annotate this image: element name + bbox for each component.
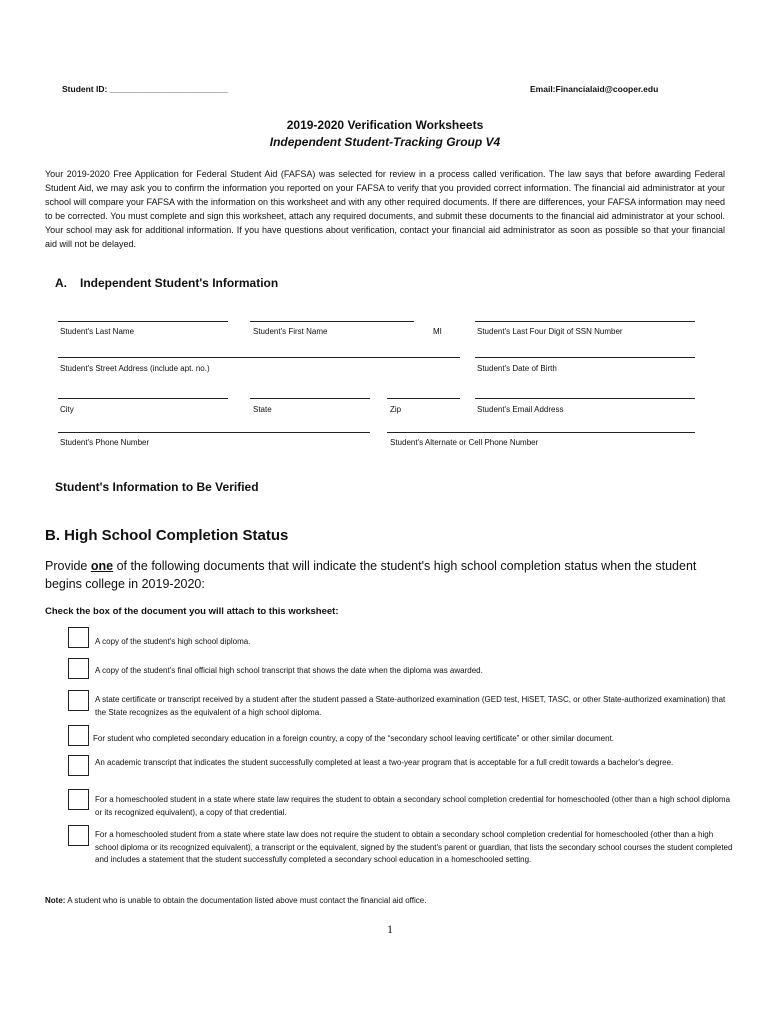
verified-heading: Student's Information to Be Verified [55,480,259,494]
option-6-checkbox[interactable] [68,789,89,810]
dob-label: Student's Date of Birth [477,364,557,373]
check-instruction: Check the box of the document you will attach to this worksheet: [45,606,339,617]
option-3-checkbox[interactable] [68,690,89,711]
section-a-title: Independent Student's Information [80,276,279,290]
phone-line[interactable] [58,432,370,433]
last-name-label: Student's Last Name [60,327,135,336]
zip-line[interactable] [387,398,460,399]
provide-emphasis: one [90,559,114,573]
option-1-text: A copy of the student's high school diploma. [95,637,251,646]
alt-phone-line[interactable] [387,432,695,433]
note [45,896,426,905]
option-4-checkbox[interactable] [68,725,89,746]
intro-paragraph [45,167,725,251]
page-title: 2019-2020 Verification Worksheets [286,118,484,132]
intro-text: Your 2019-2020 Free Application for Federal Student Aid (FAFSA) was selected for review in a process called verification. The law says that before awarding Federal Student Aid, we may ask you to confirm the information you reported on your FAFSA to verify that you provided correct information. The financial aid administrator at your school will compare your FAFSA with the information on this worksheet and with any other required documents. If there are differences, your FAFSA information may need to be corrected. You must complete and sign this worksheet, attach any required documents, and submit these documents to the financial aid administrator at your school. Your school may ask for additional information. If you have questions about verification, contact your financial aid administrator as soon as possible so that your financial aid will not be delayed. [45,169,725,249]
page-number: 1 [387,922,393,936]
option-5-checkbox[interactable] [68,755,89,776]
section-b-title: B. High School Completion Status [45,527,289,544]
option-1-checkbox[interactable] [68,627,89,648]
section-a-letter: A. [55,276,67,290]
option-3-text: A state certificate or transcript received by a student after the student passed a State-authorized examination (GED test, HiSET, TASC, or other State-authorized examination) that the State recognizes as the equivalent of a high school diploma. [95,695,726,717]
phone-label: Student's Phone Number [60,438,150,447]
option-5-text: An academic transcript that indicates the student successfully completed at least a two-year program that is acceptable for a full credit towards a bachelor's degree. [95,758,674,767]
first-name-label: Student's First Name [253,327,328,336]
email-label: Student's Email Address [477,405,564,414]
first-name-line[interactable] [250,321,414,322]
ssn-line[interactable] [475,321,695,322]
street-address-label: Student's Street Address (include apt. no.) [60,364,210,373]
last-name-line[interactable] [58,321,228,322]
option-7-text: For a homeschooled student from a state where state law does not require the student to obtain a secondary school completion credential for homeschooled (other than a high school diploma or its recognized equivalent), a transcript or the equivalent, signed by the student's parent or guardian, that lists the secondary school courses the student completed and includes a statement that the student successfully completed a secondary school education in a homeschooled setting. [95,830,733,864]
dob-line[interactable] [475,357,695,358]
ssn-label: Student's Last Four Digit of SSN Number [477,327,623,336]
provide-post: of the following documents that will indicate the student's high school completion status when the student begins college in 2019-2020: [45,559,697,591]
email-line[interactable] [475,398,695,399]
option-2-checkbox[interactable] [68,658,89,679]
mi-label: MI [433,327,442,336]
student-id-label: Student ID: _________________________ [62,84,228,94]
page-subtitle: Independent Student-Tracking Group V4 [269,135,501,149]
option-7-checkbox[interactable] [68,825,89,846]
provide-instruction [45,557,735,593]
state-label: State [253,405,272,414]
option-4-text: For student who completed secondary education in a foreign country, a copy of the “secondary school leaving certificate” or other similar document. [93,734,615,743]
option-2-text: A copy of the student's final official high school transcript that shows the date when the diploma was awarded. [95,666,483,675]
note-label: Note: [45,896,66,905]
city-label: City [60,405,74,414]
option-6-text: For a homeschooled student in a state where state law requires the student to obtain a secondary school completion credential for homeschooled (other than a high school diploma or its recognized equivalent), a copy of that credential. [95,795,731,817]
provide-pre: Provide [45,559,91,573]
state-line[interactable] [250,398,370,399]
alt-phone-label: Student's Alternate or Cell Phone Number [390,438,539,447]
zip-label: Zip [390,405,402,414]
note-text: A student who is unable to obtain the documentation listed above must contact the financial aid office. [65,896,427,905]
street-address-line[interactable] [58,357,460,358]
email-contact: Email:Financialaid@cooper.edu [530,84,659,94]
city-line[interactable] [58,398,228,399]
